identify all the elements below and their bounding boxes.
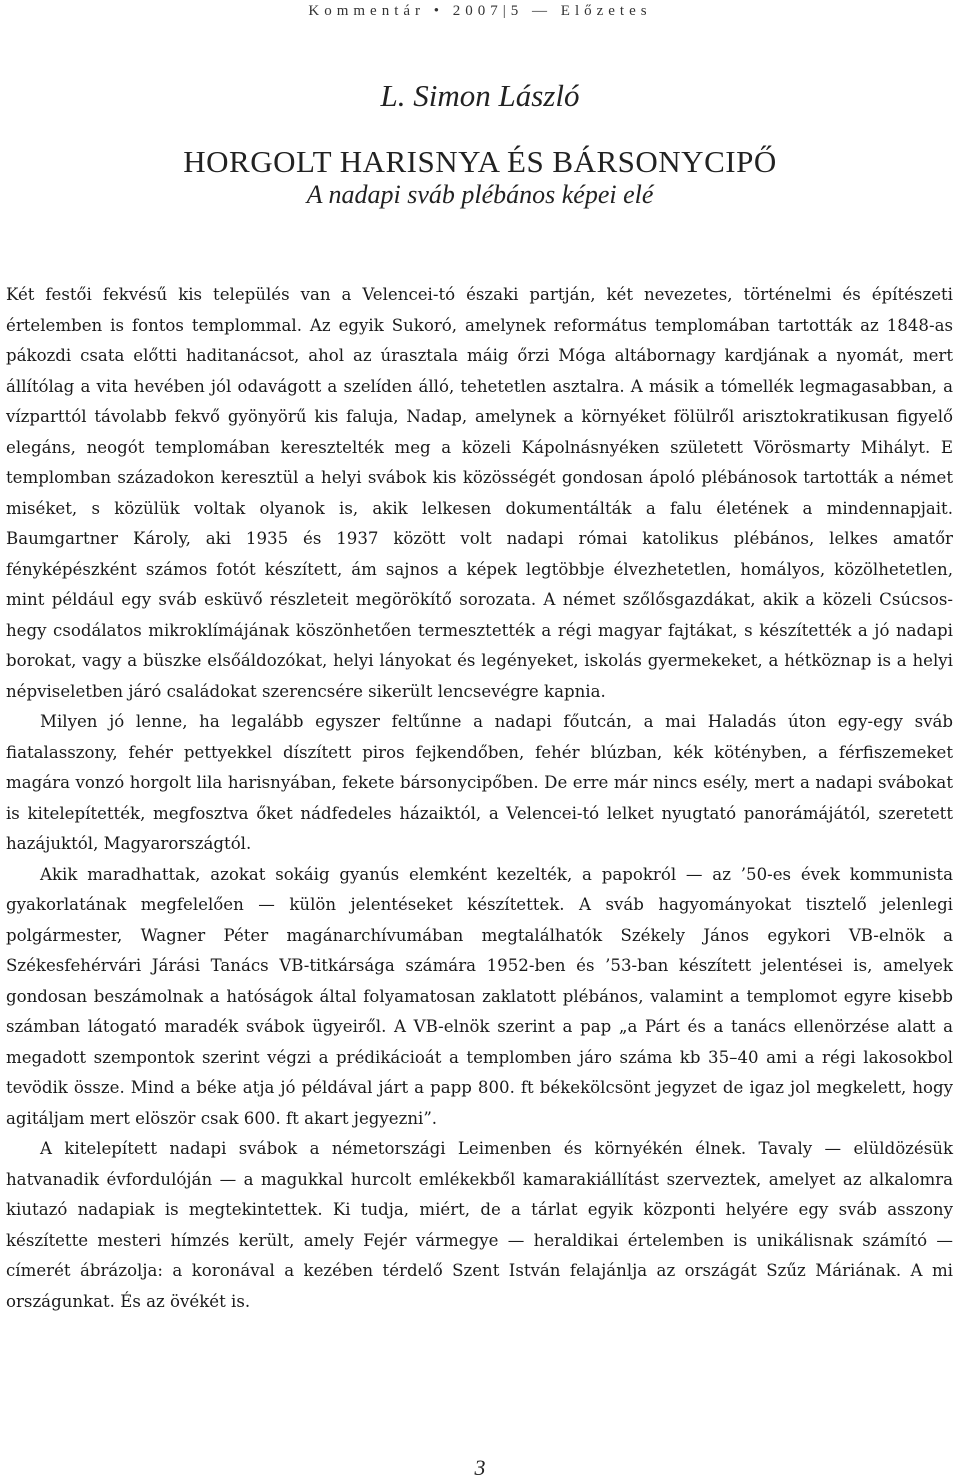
paragraph-2: Milyen jó lenne, ha legalább egyszer feltűnne a nadapi főutcán, a mai Haladás úton egy-egy sváb fiatalasszony, fehér pettyekkel díszített piros fejkendőben, fehér blúzban, kék kötényben, a férfiszemeket magára vonzó horgolt lila harisnyában, fekete bársonycipőben. De erre már nincs esély, mert a nadapi svábokat is kitelepítették, megfosztva őket nádfedeles házaiktól, a Velencei-tó lelket nyugtató panorámájától, szeretett hazájuktól, Magyarországtól. bbox=[6, 712, 953, 853]
author-name: L. Simon László bbox=[380, 78, 580, 113]
article-title: HORGOLT HARISNYA ÉS BÁRSONYCIPŐ bbox=[183, 144, 777, 179]
article-body bbox=[6, 280, 953, 1317]
paragraph-4: A kitelepített nadapi svábok a németországi Leimenben és környékén élnek. Tavaly — elüldözésük hatvanadik évfordulóján — a magukkal hurcolt emlékekből kamarakiállítást szerveztek, amelyet az alkalomra kiutazó nadapiak is megtekintettek. Ki tudja, miért, de a tárlat egyik központi helyére egy sváb asszony készítette mesteri hímzés került, amely Fejér vármegye — heraldikai értelemben is unikálisnak számító — címerét ábrázolja: a koronával a kezében térdelő Szent István felajánlja az országát Szűz Máriának. A mi országunkat. És az övékét is. bbox=[6, 1139, 953, 1311]
running-head: Kommentár • 2007|5 — Előzetes bbox=[308, 3, 652, 19]
article-subtitle: A nadapi sváb plébános képei elé bbox=[306, 180, 654, 209]
page-number: 3 bbox=[474, 1455, 486, 1480]
paragraph-1: Két festői fekvésű kis település van a Velencei-tó északi partján, két nevezetes, történelmi és építészeti értelemben is fontos templommal. Az egyik Sukoró, amelynek református templomában tartották az 1848-as pákozdi csata előtti haditanácsot, ahol az úrasztala máig őrzi Móga altábornagy kardjának a nyomát, mert állítólag a vita hevében jól odavágott a szelíden álló, tehetetlen asztalra. A másik a tómellék legmagasabban, a vízparttól távolabb fekvő gyönyörű kis faluja, Nadap, amelynek a környéket fölülről arisztokratikusan figyelő elegáns, neogót templomában keresztelték meg a közeli Kápolnásnyéken született Vörösmarty Mihályt. E templomban századokon keresztül a helyi svábok kis közösségét gondosan ápoló plébánosok tartották a német miséket, s közülük voltak olyanok is, akik lelkesen dokumentálták a falu életének a mindennapjait. Baumgartner Károly, aki 1935 és 1937 között volt nadapi római katolikus plébános, lelkes amatőr fényképészként számos fotót készített, ám sajnos a képek legtöbbje élvezhetetlen, homályos, közölhetetlen, mint például egy sváb esküvő részleteit megörökítő sorozata. A német szőlősgazdákat, akik a közeli Csúcsos-hegy csodálatos mikroklímájának köszönhetően termesztették a régi magyar fajtákat, s készítették a jó nadapi borokat, vagy a büszke elsőáldozókat, helyi lányokat és legényeket, iskolás gyermekeket, a hétköznap is a helyi népviseletben járó családokat szerencsére sikerült lencsevégre kapnia. bbox=[6, 285, 953, 701]
paragraph-3: Akik maradhattak, azokat sokáig gyanús elemként kezelték, a papokról — az ’50-es évek kommunista gyakorlatának megfelelően — külön jelentéseket készítettek. A sváb hagyományokat tisztelő jelenlegi polgármester, Wagner Péter magánarchívumában megtalálhatók Székely János egykori VB-elnök a Székesfehérvári Járási Tanács VB-titkársága számára 1952-ben és ’53-ban készített jelentései is, amelyek gondosan beszámolnak a hatóságok által folyamatosan zaklatott plébános, valamint a templomot egyre kisebb számban látogató maradék svábok ügyeiről. A VB-elnök szerint a pap „a Párt és a tanács ellenörzése alatt a megadott szempontok szerint végzi a prédikácioát a templomben járo száma kb 35–40 ami a régi lakosokbol tevödik össze. Mind a béke atja jó példával járt a papp 800. ft békekölcsönt jegyzet de igaz jol megkelett, hogy agitáljam mert elöször csak 600. ft akart jegyezni”. bbox=[6, 864, 953, 1128]
